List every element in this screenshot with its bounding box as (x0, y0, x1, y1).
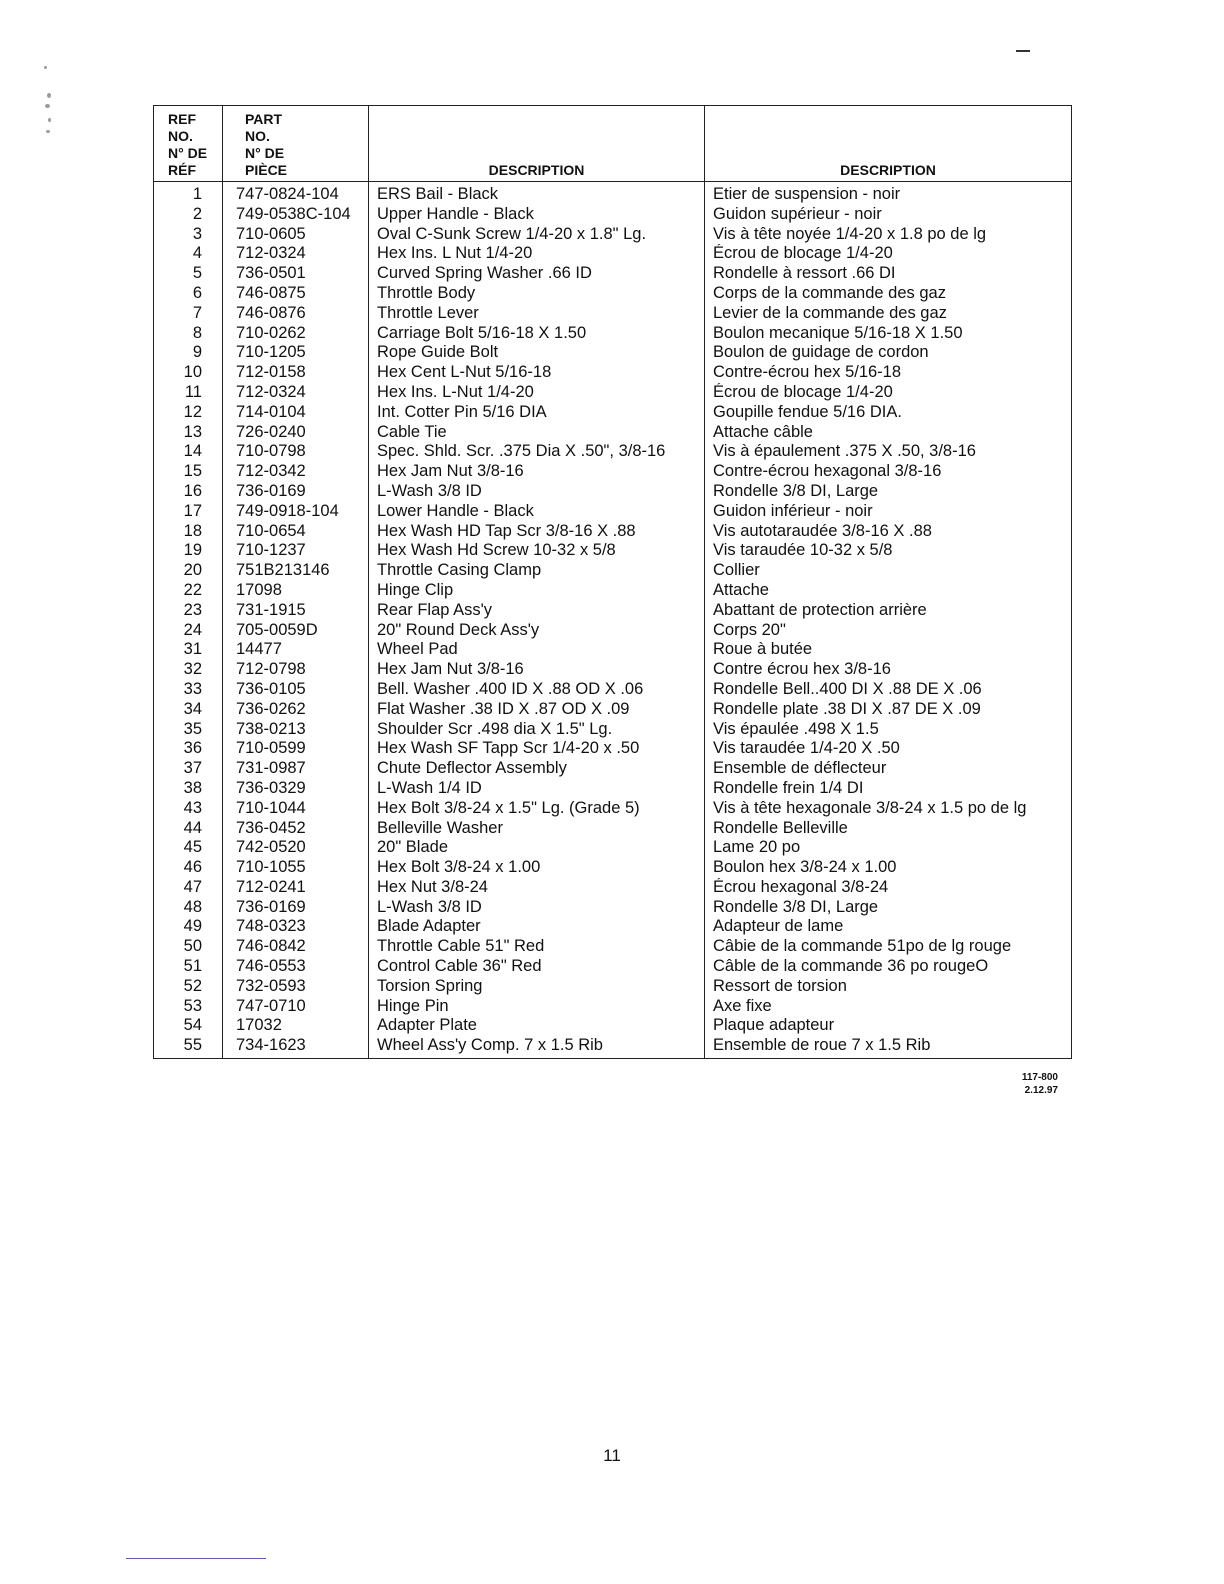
document-date: 2.12.97 (1024, 1085, 1058, 1096)
description-en-cell: Adapter Plate (369, 1016, 705, 1036)
document-code (1022, 1071, 1058, 1097)
part-number-cell: 746-0842 (223, 937, 369, 957)
description-fr-cell: Etier de suspension - noir (705, 182, 1072, 205)
ref-cell: 46 (154, 858, 223, 878)
description-en-cell: Spec. Shld. Scr. .375 Dia X .50", 3/8-16 (369, 442, 705, 462)
header-description-en: DESCRIPTION (369, 106, 705, 182)
parts-table-body (154, 182, 1072, 1059)
description-en-cell: Hex Cent L-Nut 5/16-18 (369, 363, 705, 383)
description-en-cell: Carriage Bolt 5/16-18 X 1.50 (369, 324, 705, 344)
ref-cell: 44 (154, 819, 223, 839)
ref-cell: 6 (154, 284, 223, 304)
scan-speck (48, 118, 51, 122)
description-fr-cell: Contre écrou hex 3/8-16 (705, 660, 1072, 680)
table-row (154, 759, 1072, 779)
table-row (154, 739, 1072, 759)
part-number-cell: 710-1044 (223, 799, 369, 819)
description-fr-cell: Collier (705, 561, 1072, 581)
part-number-cell: 736-0501 (223, 264, 369, 284)
description-fr-cell: Lame 20 po (705, 838, 1072, 858)
table-row (154, 700, 1072, 720)
description-en-cell: Hinge Clip (369, 581, 705, 601)
description-en-cell: Hex Wash Hd Screw 10-32 x 5/8 (369, 541, 705, 561)
document-number: 117-800 (1021, 1072, 1058, 1083)
ref-cell: 10 (154, 363, 223, 383)
description-en-cell: L-Wash 1/4 ID (369, 779, 705, 799)
table-row (154, 799, 1072, 819)
table-header-row (154, 106, 1072, 182)
description-fr-cell: Axe fixe (705, 997, 1072, 1017)
description-en-cell: Hex Jam Nut 3/8-16 (369, 462, 705, 482)
ref-cell: 37 (154, 759, 223, 779)
part-number-cell: 712-0342 (223, 462, 369, 482)
description-fr-cell: Écrou de blocage 1/4-20 (705, 244, 1072, 264)
description-en-cell: Hex Wash HD Tap Scr 3/8-16 X .88 (369, 522, 705, 542)
ref-cell: 43 (154, 799, 223, 819)
description-fr-cell: Levier de la commande des gaz (705, 304, 1072, 324)
ref-cell: 7 (154, 304, 223, 324)
ref-cell: 54 (154, 1016, 223, 1036)
ref-cell: 2 (154, 205, 223, 225)
part-number-cell: 731-0987 (223, 759, 369, 779)
description-en-cell: Hex Jam Nut 3/8-16 (369, 660, 705, 680)
part-number-cell: 736-0329 (223, 779, 369, 799)
ref-cell: 13 (154, 423, 223, 443)
header-ref-no: REF NO. N° DE RÉF (154, 106, 223, 182)
ref-cell: 8 (154, 324, 223, 344)
table-row (154, 284, 1072, 304)
ref-cell: 11 (154, 383, 223, 403)
ref-cell: 23 (154, 601, 223, 621)
part-number-cell: 748-0323 (223, 917, 369, 937)
part-number-cell: 712-0324 (223, 244, 369, 264)
ref-cell: 12 (154, 403, 223, 423)
ref-cell: 38 (154, 779, 223, 799)
part-number-cell: 749-0538C-104 (223, 205, 369, 225)
description-en-cell: 20" Round Deck Ass'y (369, 621, 705, 641)
description-fr-cell: Attache câble (705, 423, 1072, 443)
part-number-cell: 710-1237 (223, 541, 369, 561)
ref-cell: 34 (154, 700, 223, 720)
description-fr-cell: Boulon mecanique 5/16-18 X 1.50 (705, 324, 1072, 344)
ref-cell: 55 (154, 1036, 223, 1058)
description-en-cell: Hex Bolt 3/8-24 x 1.00 (369, 858, 705, 878)
description-fr-cell: Vis à tête noyée 1/4-20 x 1.8 po de lg (705, 225, 1072, 245)
part-number-cell: 747-0710 (223, 997, 369, 1017)
table-row (154, 1036, 1072, 1058)
part-number-cell: 736-0169 (223, 898, 369, 918)
ref-cell: 31 (154, 640, 223, 660)
description-en-cell: Wheel Ass'y Comp. 7 x 1.5 Rib (369, 1036, 705, 1058)
corner-dash-mark (1016, 50, 1030, 52)
ref-cell: 17 (154, 502, 223, 522)
ref-cell: 36 (154, 739, 223, 759)
description-en-cell: Chute Deflector Assembly (369, 759, 705, 779)
table-row (154, 838, 1072, 858)
part-number-cell: 712-0158 (223, 363, 369, 383)
ref-cell: 15 (154, 462, 223, 482)
table-row (154, 819, 1072, 839)
part-number-cell: 710-0262 (223, 324, 369, 344)
description-fr-cell: Câbie de la commande 51po de lg rouge (705, 937, 1072, 957)
ref-cell: 45 (154, 838, 223, 858)
ref-cell: 32 (154, 660, 223, 680)
ref-cell: 51 (154, 957, 223, 977)
description-fr-cell: Attache (705, 581, 1072, 601)
description-en-cell: 20" Blade (369, 838, 705, 858)
table-row (154, 957, 1072, 977)
table-row (154, 482, 1072, 502)
ref-cell: 4 (154, 244, 223, 264)
ref-cell: 53 (154, 997, 223, 1017)
description-fr-cell: Rondelle 3/8 DI, Large (705, 898, 1072, 918)
table-row (154, 917, 1072, 937)
description-fr-cell: Rondelle Bell..400 DI X .88 DE X .06 (705, 680, 1072, 700)
description-en-cell: Wheel Pad (369, 640, 705, 660)
ref-cell: 48 (154, 898, 223, 918)
table-row (154, 779, 1072, 799)
description-fr-cell: Ressort de torsion (705, 977, 1072, 997)
description-en-cell: Lower Handle - Black (369, 502, 705, 522)
ref-cell: 5 (154, 264, 223, 284)
table-row (154, 363, 1072, 383)
table-row (154, 878, 1072, 898)
table-row (154, 324, 1072, 344)
ref-cell: 35 (154, 720, 223, 740)
header-part-no: PART NO. N° DE PIÈCE (223, 106, 369, 182)
part-number-cell: 17032 (223, 1016, 369, 1036)
description-fr-cell: Adapteur de lame (705, 917, 1072, 937)
part-number-cell: 14477 (223, 640, 369, 660)
part-number-cell: 746-0875 (223, 284, 369, 304)
description-fr-cell: Rondelle plate .38 DI X .87 DE X .09 (705, 700, 1072, 720)
part-number-cell: 747-0824-104 (223, 182, 369, 205)
description-en-cell: Throttle Casing Clamp (369, 561, 705, 581)
part-number-cell: 749-0918-104 (223, 502, 369, 522)
ref-cell: 3 (154, 225, 223, 245)
description-fr-cell: Guidon supérieur - noir (705, 205, 1072, 225)
part-number-cell: 705-0059D (223, 621, 369, 641)
description-fr-cell: Contre-écrou hex 5/16-18 (705, 363, 1072, 383)
table-row (154, 640, 1072, 660)
description-en-cell: Hex Wash SF Tapp Scr 1/4-20 x .50 (369, 739, 705, 759)
part-number-cell: 710-1055 (223, 858, 369, 878)
description-en-cell: Oval C-Sunk Screw 1/4-20 x 1.8" Lg. (369, 225, 705, 245)
table-row (154, 621, 1072, 641)
description-en-cell: Blade Adapter (369, 917, 705, 937)
part-number-cell: 710-0654 (223, 522, 369, 542)
description-en-cell: Hinge Pin (369, 997, 705, 1017)
description-fr-cell: Plaque adapteur (705, 1016, 1072, 1036)
table-row (154, 581, 1072, 601)
description-en-cell: Hex Ins. L-Nut 1/4-20 (369, 383, 705, 403)
table-row (154, 937, 1072, 957)
scan-speck (44, 66, 47, 69)
description-en-cell: Upper Handle - Black (369, 205, 705, 225)
description-fr-cell: Écrou hexagonal 3/8-24 (705, 878, 1072, 898)
description-fr-cell: Goupille fendue 5/16 DIA. (705, 403, 1072, 423)
description-en-cell: Int. Cotter Pin 5/16 DIA (369, 403, 705, 423)
table-row (154, 1016, 1072, 1036)
description-fr-cell: Vis taraudée 10-32 x 5/8 (705, 541, 1072, 561)
part-number-cell: 712-0798 (223, 660, 369, 680)
part-number-cell: 738-0213 (223, 720, 369, 740)
description-fr-cell: Rondelle frein 1/4 DI (705, 779, 1072, 799)
header-description-fr: DESCRIPTION (705, 106, 1072, 182)
description-en-cell: Flat Washer .38 ID X .87 OD X .09 (369, 700, 705, 720)
ref-cell: 9 (154, 343, 223, 363)
table-row (154, 561, 1072, 581)
table-row (154, 601, 1072, 621)
description-fr-cell: Écrou de blocage 1/4-20 (705, 383, 1072, 403)
table-row (154, 502, 1072, 522)
part-number-cell: 712-0241 (223, 878, 369, 898)
description-fr-cell: Rondelle à ressort .66 DI (705, 264, 1072, 284)
part-number-cell: 736-0105 (223, 680, 369, 700)
table-row (154, 423, 1072, 443)
description-en-cell: Hex Bolt 3/8-24 x 1.5" Lg. (Grade 5) (369, 799, 705, 819)
ref-cell: 18 (154, 522, 223, 542)
description-en-cell: Throttle Body (369, 284, 705, 304)
description-fr-cell: Corps 20" (705, 621, 1072, 641)
table-row (154, 720, 1072, 740)
ref-cell: 47 (154, 878, 223, 898)
table-row (154, 462, 1072, 482)
table-row (154, 898, 1072, 918)
description-en-cell: ERS Bail - Black (369, 182, 705, 205)
description-en-cell: Belleville Washer (369, 819, 705, 839)
table-row (154, 225, 1072, 245)
description-en-cell: Throttle Cable 51" Red (369, 937, 705, 957)
ref-cell: 19 (154, 541, 223, 561)
ref-cell: 33 (154, 680, 223, 700)
part-number-cell: 736-0169 (223, 482, 369, 502)
table-row (154, 541, 1072, 561)
description-fr-cell: Rondelle 3/8 DI, Large (705, 482, 1072, 502)
table-row (154, 997, 1072, 1017)
table-row (154, 205, 1072, 225)
part-number-cell: 736-0262 (223, 700, 369, 720)
table-row (154, 442, 1072, 462)
part-number-cell: 710-1205 (223, 343, 369, 363)
description-en-cell: Torsion Spring (369, 977, 705, 997)
part-number-cell: 710-0798 (223, 442, 369, 462)
page-number: 11 (603, 1446, 621, 1465)
table-row (154, 244, 1072, 264)
part-number-cell: 746-0553 (223, 957, 369, 977)
ref-cell: 24 (154, 621, 223, 641)
description-en-cell: Hex Ins. L Nut 1/4-20 (369, 244, 705, 264)
description-fr-cell: Boulon hex 3/8-24 x 1.00 (705, 858, 1072, 878)
ref-cell: 1 (154, 182, 223, 205)
table-row (154, 343, 1072, 363)
part-number-cell: 710-0605 (223, 225, 369, 245)
table-row (154, 522, 1072, 542)
description-fr-cell: Vis épaulée .498 X 1.5 (705, 720, 1072, 740)
description-en-cell: Curved Spring Washer .66 ID (369, 264, 705, 284)
scan-speck (45, 104, 50, 108)
part-number-cell: 736-0452 (223, 819, 369, 839)
description-fr-cell: Guidon inférieur - noir (705, 502, 1072, 522)
description-en-cell: L-Wash 3/8 ID (369, 898, 705, 918)
part-number-cell: 746-0876 (223, 304, 369, 324)
description-fr-cell: Vis à épaulement .375 X .50, 3/8-16 (705, 442, 1072, 462)
part-number-cell: 751B213146 (223, 561, 369, 581)
table-row (154, 182, 1072, 205)
description-en-cell: Hex Nut 3/8-24 (369, 878, 705, 898)
description-fr-cell: Ensemble de roue 7 x 1.5 Rib (705, 1036, 1072, 1058)
part-number-cell: 734-1623 (223, 1036, 369, 1058)
description-fr-cell: Contre-écrou hexagonal 3/8-16 (705, 462, 1072, 482)
part-number-cell: 714-0104 (223, 403, 369, 423)
description-en-cell: Cable Tie (369, 423, 705, 443)
part-number-cell: 742-0520 (223, 838, 369, 858)
table-row (154, 680, 1072, 700)
description-en-cell: L-Wash 3/8 ID (369, 482, 705, 502)
part-number-cell: 726-0240 (223, 423, 369, 443)
description-en-cell: Shoulder Scr .498 dia X 1.5" Lg. (369, 720, 705, 740)
table-row (154, 403, 1072, 423)
description-fr-cell: Abattant de protection arrière (705, 601, 1072, 621)
part-number-cell: 732-0593 (223, 977, 369, 997)
ref-cell: 49 (154, 917, 223, 937)
description-fr-cell: Boulon de guidage de cordon (705, 343, 1072, 363)
scan-speck (46, 130, 50, 133)
description-fr-cell: Vis à tête hexagonale 3/8-24 x 1.5 po de lg (705, 799, 1072, 819)
description-en-cell: Rear Flap Ass'y (369, 601, 705, 621)
part-number-cell: 731-1915 (223, 601, 369, 621)
description-fr-cell: Ensemble de déflecteur (705, 759, 1072, 779)
table-row (154, 660, 1072, 680)
scan-speck (47, 93, 51, 98)
parts-list-table (153, 105, 1072, 1059)
part-number-cell: 17098 (223, 581, 369, 601)
table-row (154, 383, 1072, 403)
bottom-rule (126, 1558, 266, 1559)
description-fr-cell: Corps de la commande des gaz (705, 284, 1072, 304)
description-fr-cell: Rondelle Belleville (705, 819, 1072, 839)
description-fr-cell: Vis autotaraudée 3/8-16 X .88 (705, 522, 1072, 542)
description-fr-cell: Roue à butée (705, 640, 1072, 660)
part-number-cell: 710-0599 (223, 739, 369, 759)
table-row (154, 304, 1072, 324)
table-row (154, 977, 1072, 997)
description-fr-cell: Câble de la commande 36 po rougeO (705, 957, 1072, 977)
ref-cell: 50 (154, 937, 223, 957)
ref-cell: 20 (154, 561, 223, 581)
ref-cell: 16 (154, 482, 223, 502)
description-en-cell: Rope Guide Bolt (369, 343, 705, 363)
part-number-cell: 712-0324 (223, 383, 369, 403)
description-fr-cell: Vis taraudée 1/4-20 X .50 (705, 739, 1072, 759)
description-en-cell: Bell. Washer .400 ID X .88 OD X .06 (369, 680, 705, 700)
ref-cell: 22 (154, 581, 223, 601)
description-en-cell: Control Cable 36" Red (369, 957, 705, 977)
description-en-cell: Throttle Lever (369, 304, 705, 324)
ref-cell: 52 (154, 977, 223, 997)
table-row (154, 264, 1072, 284)
ref-cell: 14 (154, 442, 223, 462)
table-row (154, 858, 1072, 878)
